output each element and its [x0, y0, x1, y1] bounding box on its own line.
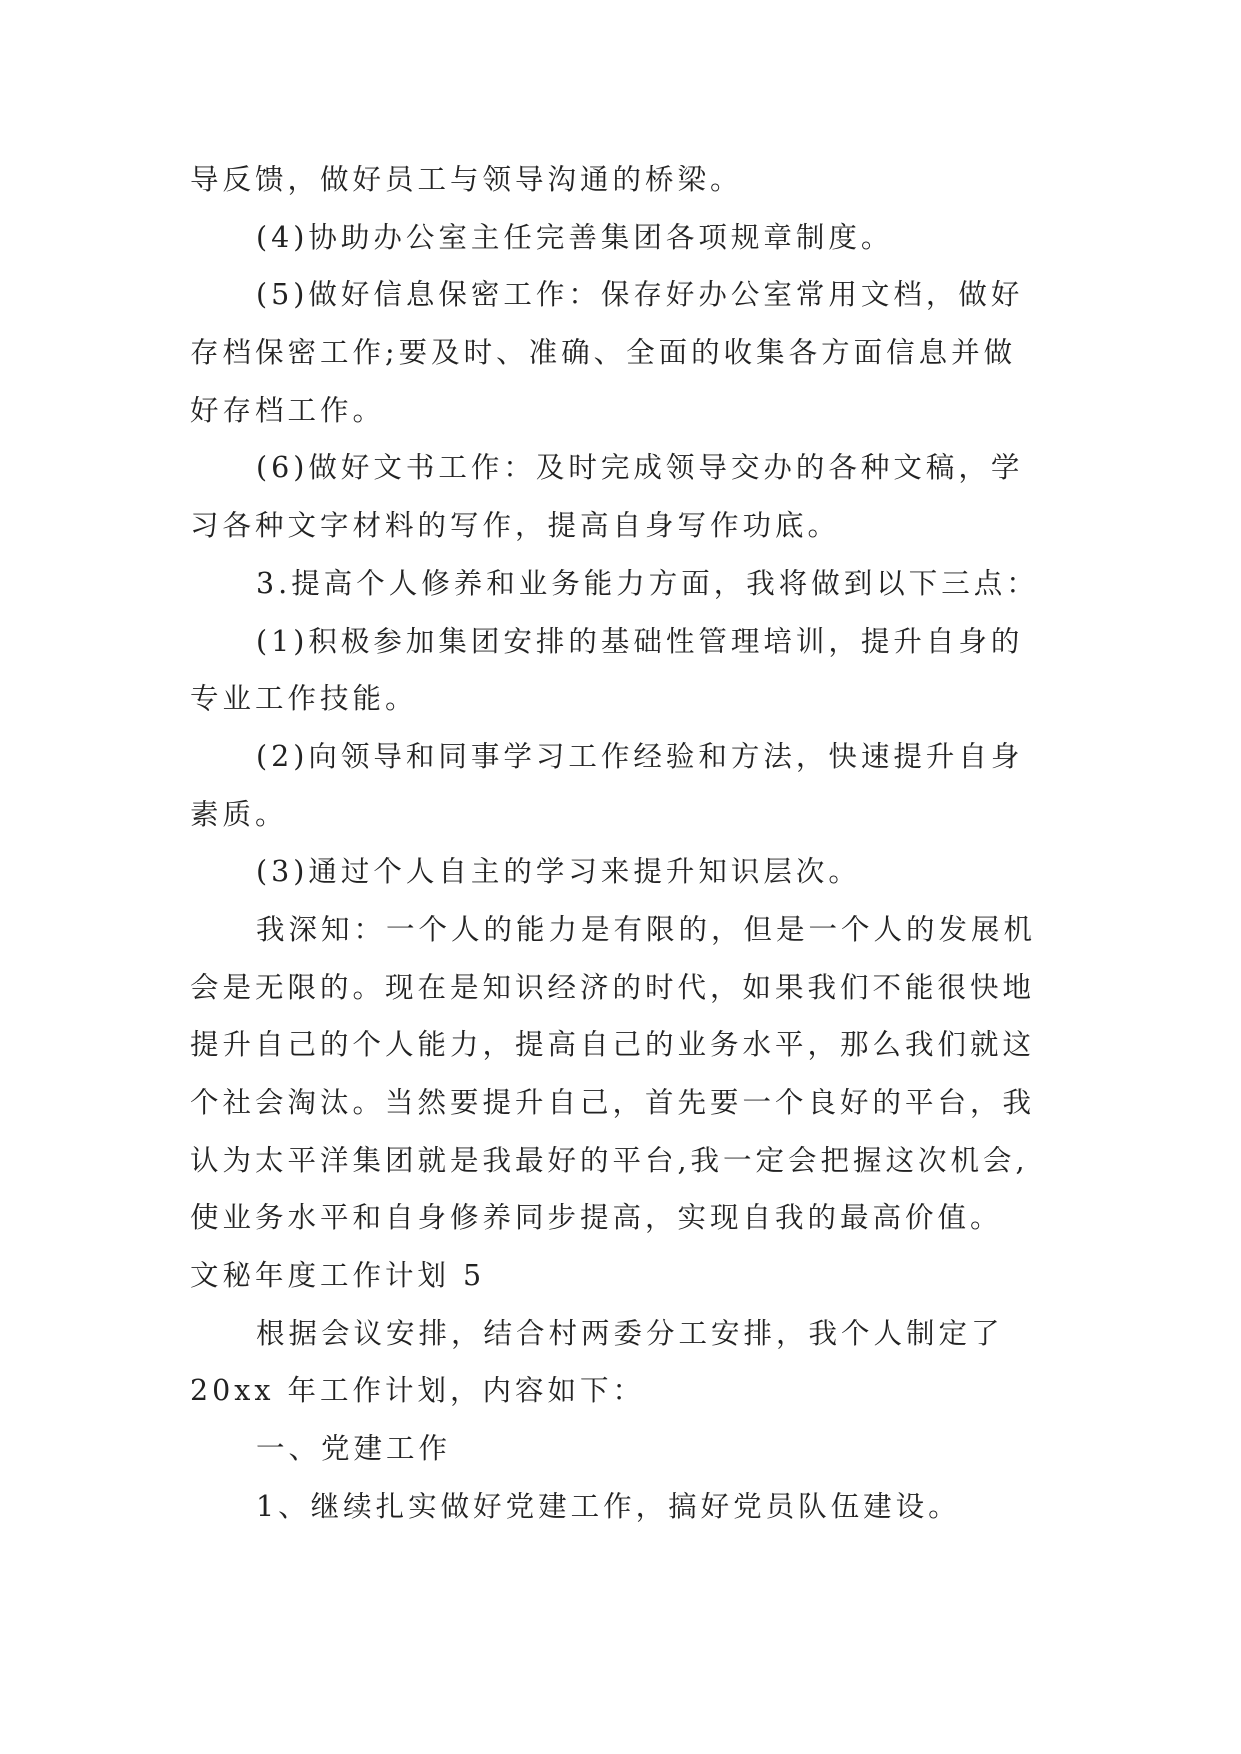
text-line: 个社会淘汰。当然要提升自己，首先要一个良好的平台，我 — [190, 1086, 1036, 1119]
text-line: 素质。 — [190, 797, 288, 831]
text-line: 一、党建工作 — [256, 1432, 452, 1466]
text-line: 习各种文字材料的写作，提高自身写作功底。 — [190, 509, 841, 543]
text-line: 存档保密工作;要及时、准确、全面的收集各方面信息并做 — [190, 336, 1017, 370]
text-line: 专业工作技能。 — [190, 682, 418, 716]
text-line: 提升自己的个人能力，提高自己的业务水平，那么我们就这 — [190, 1028, 1036, 1062]
text-line: 1、继续扎实做好党建工作，搞好党员队伍建设。 — [256, 1489, 961, 1523]
text-line: 根据会议安排，结合村两委分工安排，我个人制定了 — [256, 1316, 1004, 1350]
text-line: (4)协助办公室主任完善集团各项规章制度。 — [256, 220, 894, 254]
section-heading: 文秘年度工作计划 5 — [190, 1259, 486, 1293]
text-line: 3.提高个人修养和业务能力方面，我将做到以下三点： — [256, 566, 1039, 600]
text-line: (5)做好信息保密工作：保存好办公室常用文档，做好 — [256, 278, 1024, 312]
text-line: 好存档工作。 — [190, 393, 386, 427]
text-line: 认为太平洋集团就是我最好的平台,我一定会把握这次机会, — [190, 1143, 1029, 1177]
text-line: 我深知：一个人的能力是有限的，但是一个人的发展机 — [256, 912, 1037, 946]
text-line: (6)做好文书工作：及时完成领导交办的各种文稿，学 — [256, 451, 1024, 485]
text-line: 导反馈，做好员工与领导沟通的桥梁。 — [190, 163, 743, 196]
document-body — [190, 151, 1050, 1536]
text-line: 使业务水平和自身修养同步提高，实现自我的最高价值。 — [190, 1201, 1003, 1235]
text-line: 20xx 年工作计划，内容如下： — [190, 1374, 645, 1408]
text-line: (2)向领导和同事学习工作经验和方法，快速提升自身 — [256, 739, 1024, 773]
text-line: 会是无限的。现在是知识经济的时代，如果我们不能很快地 — [190, 970, 1036, 1004]
text-line: (3)通过个人自主的学习来提升知识层次。 — [256, 855, 861, 889]
text-line: (1)积极参加集团安排的基础性管理培训，提升自身的 — [256, 624, 1024, 658]
